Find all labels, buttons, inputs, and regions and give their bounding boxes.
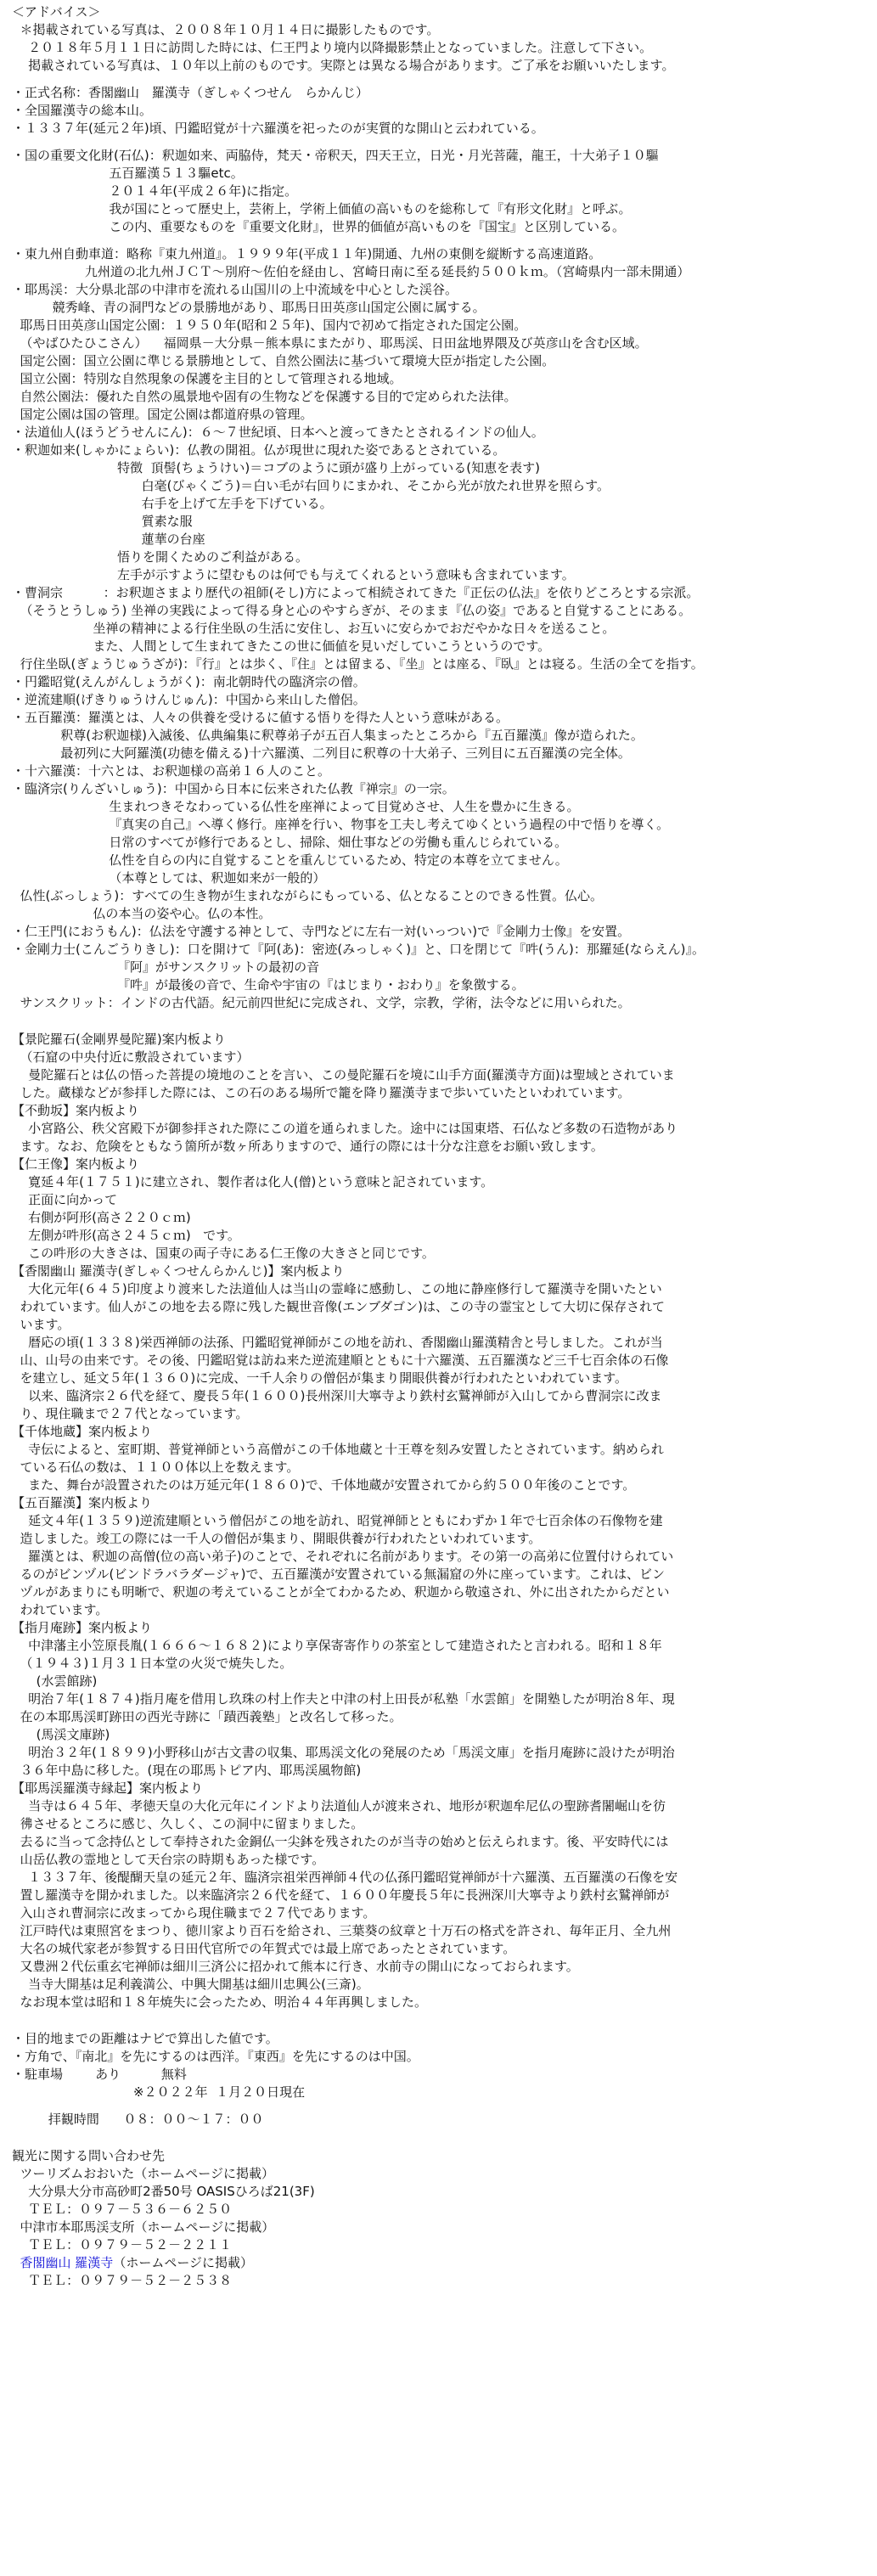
text-line: 我が国にとって歴史上，芸術上，学術上価値の高いものを総称して『有形文化財』と呼ぶ。 [12,201,632,217]
section-heading: 【仁王像】案内板より [12,1156,140,1172]
text-line: ヅルがあまりにも明晰で、釈迦の考えていることが全てわかるため、釈迦から敬遠され、外に出されたからだとい [12,1584,670,1600]
text-line: ・釈迦如来(しゃかにょらい)：仏教の開祖。仏が現世に現れた姿であるとされている。 [12,442,506,458]
text-line: 『吽』が最後の音で、生命や宇宙の『はじまり・おわり』を象徴する。 [12,977,525,993]
text-line: ている石仏の数は、１１００体以上を数えます。 [12,1460,300,1475]
text-line: るのがビンヅル(ビンドラバラダージャ)で、五百羅漢が安置されている無漏窟の外に座っています。これは、ビン [12,1566,665,1582]
text-line: ・臨済宗(りんざいしゅう)：中国から日本に伝来された仏教『禅宗』の一宗。 [12,781,455,796]
text-line: ・法道仙人(ほうどうせんにん)：６～７世紀頃、日本へと渡ってきたとされるインドの仙人。 [12,425,544,440]
text-line: 行住坐臥(ぎょうじゅうざが)：『行』とは歩く、『住』とは留まる、『坐』とは座る、『臥』とは寝る。生活の全てを指す。 [12,656,704,672]
text-line: ・駐車場 あり 無料 [12,2067,187,2082]
text-line: ・国の重要文化財(石仏)：釈迦如来、両脇侍，梵天・帝釈天，四天王立，日光・月光菩薩，龍王，十大弟子１０驅 [12,148,659,163]
text-line: 羅漢とは、釈迦の高僧(位の高い弟子)のことで、それぞれに名前があります。その第一の高弟に位置付けられてい [12,1549,674,1564]
text-line: 以来、臨済宗２６代を経て、慶長５年(１６００)長州深川大寧寺より鉄村玄鷲禅師が入山してから曹洞宗に改ま [12,1388,662,1403]
blank-line [12,2011,852,2021]
text-line: 中津市本耶馬渓支所（ホームページに掲載） [12,2219,275,2235]
text-line: ・五百羅漢：羅漢とは、人々の供養を受けるに値する悟りを得た人という意味がある。 [12,710,509,725]
text-line: 『真実の自己』へ導く修行。座禅を行い、物事を工夫し考えてゆくという過程の中で悟りを導く。 [12,817,670,832]
text-line: 競秀峰、青の洞門などの景勝地があり、耶馬日田英彦山国定公園に属する。 [12,300,486,315]
text-line: 暦応の頃(１３３８)栄西禅師の法孫、円鑑昭覚禅師がこの地を訪れ、香閣幽山羅漢精舎と号しました。これが当 [12,1335,663,1350]
text-line: 大分県大分市高砂町2番50号 OASISひろば21(3F) [12,2184,315,2199]
text-line: ・正式名称：香閣幽山 羅漢寺（ぎしゃくつせん らかんじ） [12,85,369,100]
text-line: 耶馬日田英彦山国定公園：１９５０年(昭和２５年)、国内で初めて指定された国定公園。 [12,318,527,333]
text-line: 江戸時代は東照宮をまつり、徳川家より百石を給され、三葉葵の紋章と十万石の格式を許され、毎年正月、全九州 [12,1923,672,1938]
text-line: 自然公園法：優れた自然の風景地や固有の生物などを保護する目的で定められた法律。 [12,389,517,404]
text-line: われています。仙人がこの地を去る際に残した観世音像(エンブダゴン)は、この寺の霊宝として大切に保存されて [12,1299,665,1314]
text-line: ツーリズムおおいた（ホームページに掲載） [12,2166,274,2181]
section-heading: 【耶馬渓羅漢寺縁起】案内板より [12,1780,204,1796]
text-line: 九州道の北九州ＪＣＴ～別府～佐伯を経由し、宮崎日南に至る延長約５００ｋｍ。（宮崎県内一部未開通） [12,264,690,279]
text-line: ・曹洞宗 ：お釈迦さまより歴代の祖師(そし)方によって相続されてきた『正伝の仏法』を依りどころとする宗派。 [12,585,700,600]
text-line: 又豊洲２代伝重玄宅禅師は細川三済公に招かれて熊本に行き、水前寺の開山になっておられます。 [12,1959,579,1974]
text-line: 大名の城代家老が参賀する日田代官所での年賀式では最上席であったとされています。 [12,1941,516,1956]
text-line: 左手が示すように望むものは何でも与えてくれるという意味も含まれています。 [12,567,575,582]
text-line: ・目的地までの距離はナビで算出した値です。 [12,2031,278,2046]
text-line: この吽形の大きさは、国東の両子寺にある仁王像の大きさと同じです。 [12,1246,435,1261]
blank-line [12,2138,852,2147]
text-line: われています。 [12,1602,109,1617]
blank-line [12,2129,852,2138]
text-line: います。 [12,1317,70,1332]
text-line: （石窟の中央付近に敷設されています） [12,1049,250,1065]
text-line: （本尊としては、釈迦如来が一般的） [12,870,326,886]
temple-contact-name: 香閣幽山 羅漢寺 [12,2255,114,2270]
text-line: 釈尊(お釈迦様)入滅後、仏典編集に釈尊弟子が五百人集まったところから『五百羅漢』像が造られた。 [12,728,644,743]
text-line: ・十六羅漢：十六とは、お釈迦様の高弟１６人のこと。 [12,763,331,779]
text-line: 蓮華の台座 [12,532,205,547]
blank-line [12,1012,852,1021]
text-line: 明治３２年(１８９９)小野移山が古文書の収集、耶馬渓文化の発展のため「馬渓文庫」を指月庵跡に設けたが明治 [12,1745,675,1760]
text-line: 当寺大開基は足利義満公、中興大開基は細川忠興公(三斎)。 [12,1977,369,1992]
text-line: 五百羅漢５１３驅etc。 [12,166,244,181]
text-line: ・全国羅漢寺の総本山。 [12,103,153,118]
text-line: ・方角で、『南北』を先にするのは西洋。『東西』を先にするのは中国。 [12,2049,419,2064]
text-line: 質素な服 [12,514,193,529]
text-line: 国定公園は国の管理。国定公園は都道府県の管理。 [12,407,313,422]
section-heading: 【香閣幽山 羅漢寺(ぎしゃくつせんらかんじ)】案内板より [12,1263,345,1279]
text-line: ます。なお、危険をともなう箇所が数ヶ所ありますので、通行の際には十分な注意をお願い致します。 [12,1139,604,1154]
text-line: 日常のすべてが修行であるとし、掃除、畑仕事などの労働も重んじられている。 [12,835,568,850]
text-line: ・仁王門(におうもん)：仏法を守護する神として、寺門などに左右一対(いっつい)で『金剛力士像』を安置。 [12,924,631,939]
text-line: サンスクリット：インドの古代語。紀元前四世紀に完成され、文学，宗教，学術，法令などに用いられた。 [12,995,631,1010]
text-line: 左側が吽形(高さ２４５ｃｍ) です。 [12,1228,240,1243]
text-line: 国定公園：国立公園に準じる景勝地として、自然公園法に基づいて環境大臣が指定した公園。 [12,353,555,368]
text-line: 香閣幽山 羅漢寺（ホームページに掲載） [12,2255,254,2270]
text-line: ・東九州自動車道：略称『東九州道』。１９９９年(平成１１年)開通、九州の東側を縦断する高速道路。 [12,246,602,262]
text-line: 在の本耶馬渓町跡田の西光寺跡に「蹟西義塾」と改名して移った。 [12,1709,402,1724]
text-line: 山岳仏教の霊地として天台宗の時期もあった様です。 [12,1852,325,1867]
text-line: を建立し、延文５年(１３６０)に完成、一千人余りの僧侶が集まり開眼供養が行われたといわれています。 [12,1370,628,1386]
text-line: この内、重要なものを『重要文化財』，世界的価値が高いものを『国宝』と区別している。 [12,219,625,234]
text-line: 白毫(びゃくごう)＝白い毛が右回りにまかれ、そこから光が放たれ世界を照らす。 [12,478,610,493]
text-line: 寺伝によると、室町期、普覚禅師という高僧がこの千体地蔵と十王尊を刻み安置したとされています。納められ [12,1442,664,1457]
text-line: 小宮路公、秩父宮殿下が御参拝された際にこの道を通られました。途中には国東塔、石仏など多数の石造物があり [12,1121,678,1136]
text-line: ＜アドバイス＞ [12,4,101,20]
blank-line [12,2101,852,2111]
text-line: ＴＥＬ：０９７－５３６－６２５０ [12,2202,233,2217]
text-line: 右側が阿形(高さ２２０ｃｍ) [12,1210,191,1225]
text-line: 生まれつきそなわっている仏性を座禅によって目覚めさせ、人生を豊かに生きる。 [12,799,580,814]
text-line: 去るに当って念持仏として奉持された金銅仏一尖鉢を残されたのが当寺の始めと伝えられます。後、平安時代には [12,1834,669,1849]
section-heading: 【指月庵跡】案内板より [12,1620,153,1635]
text-line: 山、山号の由来です。その後、円鑑昭覚は訪ね来た逆流建順とともに十六羅漢、五百羅漢など三千七百余体の石像 [12,1353,669,1368]
text-line: （やばひたひこさん） 福岡県－大分県－熊本県にまたがり、耶馬渓、日田盆地界隈及び英彦山を含む区域。 [12,335,648,351]
text-line: １３３７年、後醍醐天皇の延元２年、臨済宗祖栄西禅師４代の仏孫円鑑昭覚禅師が十六羅漢、五百羅漢の石像を安 [12,1870,678,1885]
text-line: 置し羅漢寺を開かれました。以来臨済宗２６代を経て、１６００年慶長５年に長洲深川大寧寺より鉄村玄鷲禅師が [12,1887,670,1903]
text-line: ・耶馬渓：大分県北部の中津市を流れる山国川の上中流域を中心とした渓谷。 [12,282,458,297]
text-line: 中津藩主小笠原長胤(１６６６～１６８２)により享保寄寄作りの茶室として建造されたと言われる。昭和１８年 [12,1638,662,1653]
blank-line [12,1021,852,1031]
text-line: (水雲館跡) [12,1673,98,1689]
blank-line [12,75,852,84]
text-line: 造しました。竣工の際には一千人の僧侶が集まり、開眼供養が行われたといわれています。 [12,1531,542,1546]
text-line: また、舞台が設置されたのは万延元年(１８６０)で、千体地蔵が安置されてから約５００年後のことです。 [12,1477,636,1493]
section-heading: 【千体地蔵】案内板より [12,1424,153,1439]
text-line: （そうとうしゅう) 坐禅の実践によって得る身と心のやすらぎが、そのまま『仏の姿』であると自覚することにある。 [12,603,692,618]
text-line: した。蔵様などが参拝した際には、この石のある場所で籠を降り羅漢寺まで歩いていたといわれています。 [12,1085,631,1100]
text-line: ＴＥＬ：０９７９－５２－２２１１ [12,2237,233,2253]
text-line: （１９４３)１月３１日本堂の火災で焼失した。 [12,1656,293,1671]
text-line: 右手を上げて左手を下げている。 [12,496,333,511]
text-line: り、現住職まで２７代となっています。 [12,1406,249,1421]
text-line: (馬渓文庫跡) [12,1727,110,1742]
text-line: 悟りを開くためのご利益がある。 [12,549,308,565]
text-line: 仏性を自らの内に自覚することを重んじているため、特定の本尊を立てません。 [12,852,568,868]
text-line: 仏性(ぶっしょう)：すべての生き物が生まれながらにもっている、仏となることのできる性質。仏心。 [12,888,603,903]
blank-line [12,2021,852,2030]
text-line: 掲載されている写真は、１０年以上前のものです。実際とは異なる場合があります。ご了承をお願いいたします。 [12,58,675,73]
text-line: 正面に向かって [12,1192,118,1207]
text-line: 曼陀羅石とは仏の悟った菩提の境地のことを言い、この曼陀羅石を境に山手方面(羅漢寺方面)は聖域とされていま [12,1067,675,1083]
text-line: 坐禅の精神による行住坐臥の生活に安住し、お互いに安らかでおだやかな日々を送ること。 [12,621,616,636]
text-line: 『阿』がサンスクリットの最初の音 [12,959,320,975]
text-line: ＊掲載されている写真は、２００８年１０月１４日に撮影したものです。 [12,22,440,37]
text-line: 国立公園：特別な自然現象の保護を主目的として管理される地域。 [12,371,402,386]
text-line: 拝観時間 ０８：００～１７：００ [12,2112,264,2127]
text-line: 特徴 頂髻(ちょうけい)＝コブのように頭が盛り上がっている(知恵を表す) [12,460,540,475]
blank-line [12,138,852,147]
blank-line [12,236,852,245]
text-line: ・１３３７年(延元２年)頃、円鑑昭覚が十六羅漢を祀ったのが実質的な開山と云われている。 [12,121,544,136]
text-line: 当寺は６４５年、孝徳天皇の大化元年にインドより法道仙人が渡来され、地形が釈迦牟尼仏の聖跡耆闍崛山を彷 [12,1798,666,1814]
text-line: なお現本堂は昭和１８年焼失に会ったため、明治４４年再興しました。 [12,1994,427,2010]
text-line: ・金剛力士(こんごうりきし)：口を開けて『阿(あ)：密迹(みっしゃく)』と、口を閉じて『吽(うん)：那羅延(ならえん)』。 [12,942,706,957]
text-line: 彿させるところに感じ、久しく、この洞中に留まりました。 [12,1816,364,1831]
text-line: ２０１８年５月１１日に訪問した時には、仁王門より境内以降撮影禁止となっていました。注意して下さい。 [12,40,653,55]
text-line: ・円鑑昭覚(えんがんしょうがく)：南北朝時代の臨済宗の僧。 [12,674,366,689]
text-line: 仏の本当の姿や心。仏の本性。 [12,906,272,921]
section-heading: 【五百羅漢】案内板より [12,1495,153,1510]
text-line: 入山され曹洞宗に改まってから現住職まで２７代であります。 [12,1905,376,1921]
text-line: 最初列に大阿羅漢(功徳を備える)十六羅漢、二列目に釈尊の十大弟子、三列目に五百羅漢の完全体。 [12,745,631,761]
text-line: ※２０２２年 １月２０日現在 [12,2084,306,2100]
section-heading: 【不動坂】案内板より [12,1103,140,1118]
text-line: 延文４年(１３５９)逆流建順という僧侶がこの地を訪れ、昭覚禅師とともにわずか１年で七百余体の石像物を建 [12,1513,663,1528]
text-line: 大化元年(６４５)印度より渡来した法道仙人は当山の霊峰に感動し、この地に静座修行して羅漢寺を開いたとい [12,1281,662,1296]
text-line: 寛延４年(１７５１)に建立され、製作者は化人(僧)という意味と記されています。 [12,1174,494,1190]
section-heading: 【景陀羅石(金剛界曼陀羅)案内板より [12,1032,226,1047]
text-line: ３６年中島に移した。(現在の耶馬トピア内、耶馬渓風物館) [12,1763,362,1778]
text-line: 明治７年(１８７４)指月庵を借用し玖珠の村上作夫と中津の村上田長が私塾「水雲館」を開塾したが明治８年、現 [12,1691,675,1707]
text-line: ＴＥＬ：０９７９－５２－２５３８ [12,2273,233,2288]
text-line: 観光に関する問い合わせ先 [12,2148,166,2163]
text-line: ２０１４年(平成２６年)に指定。 [12,183,298,199]
text-line: ・逆流建順(げきりゅうけんじゅん)：中国から来山した僧侶。 [12,692,366,707]
text-line: また、人間として生まれてきたこの世に価値を見いだしていこうというのです。 [12,638,551,654]
